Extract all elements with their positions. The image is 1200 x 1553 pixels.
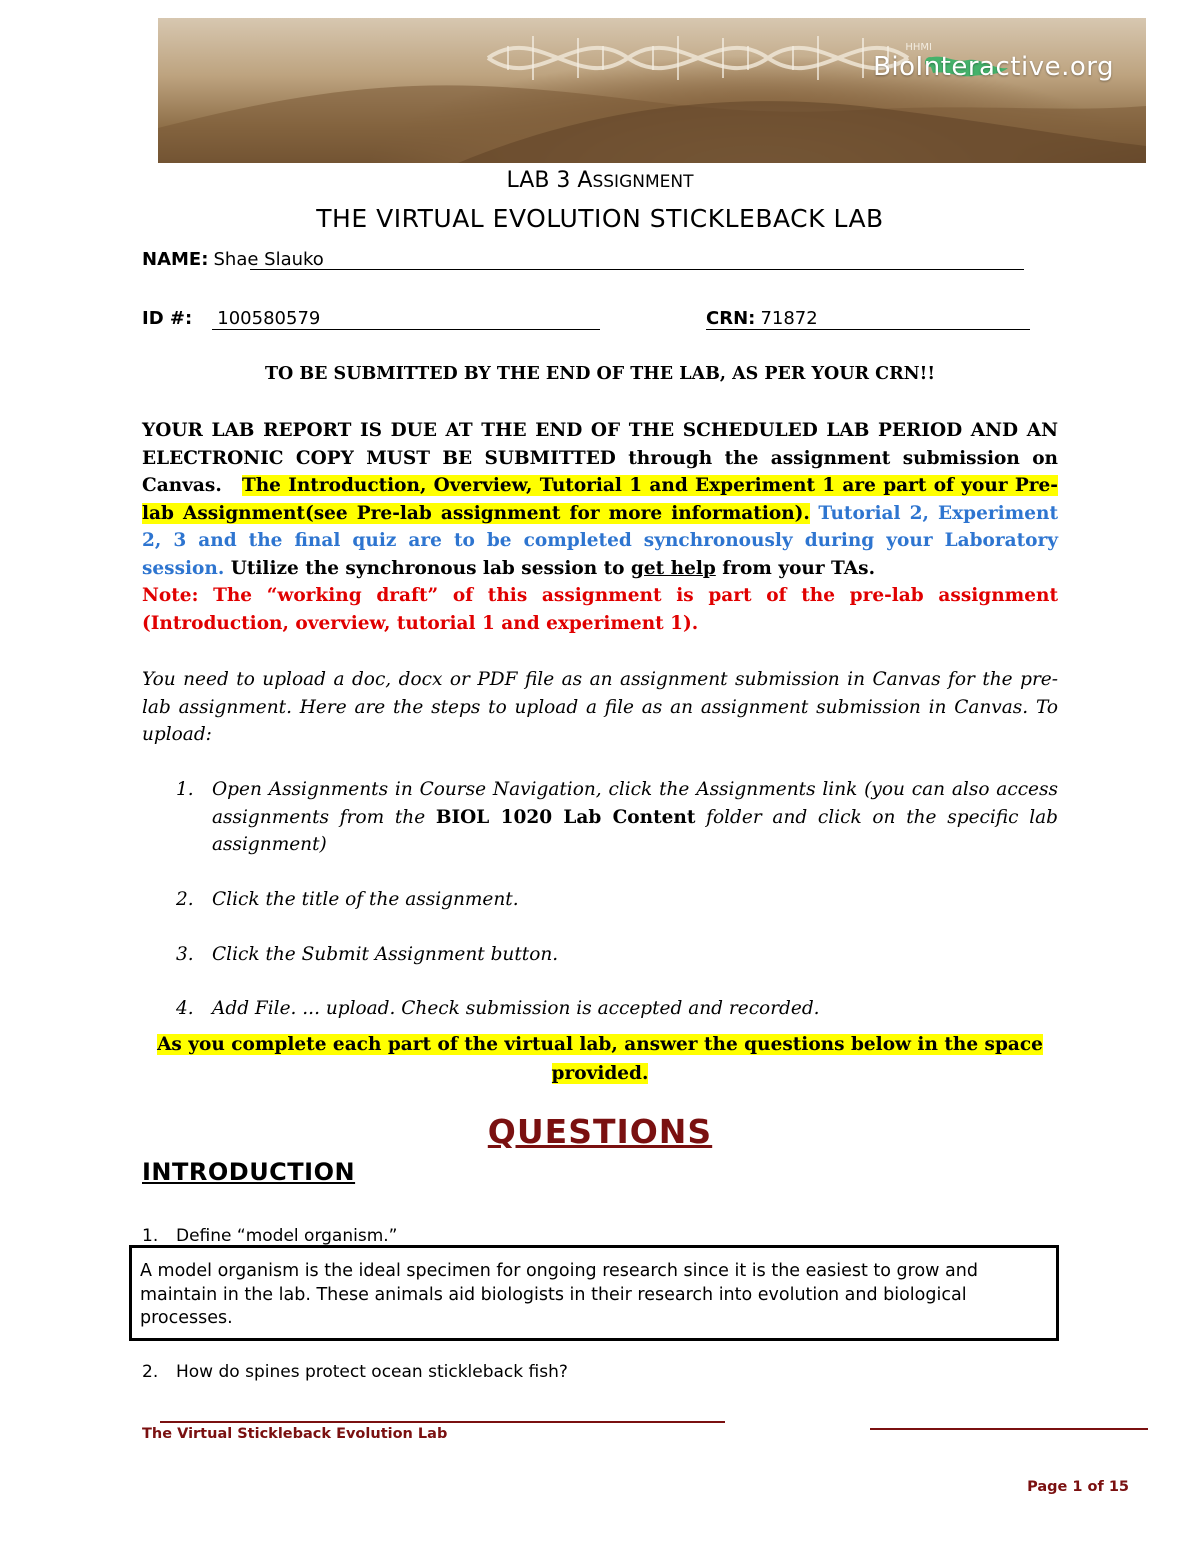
document-title: THE VIRTUAL EVOLUTION STICKLEBACK LAB: [316, 204, 884, 233]
lab-report-instructions: YOUR LAB REPORT IS DUE AT THE END OF THE SCHEDULED LAB PERIOD AND AN ELECTRONIC COPY MUST BE SUBMITTED through the assignment submission on Canvas. The Introduction, Overview, Tutorial 1 and Experiment 1 are part of your Pre-lab Assignment(see Pre-lab assignment for more information). Tutorial 2, Experiment 2, 3 and the final quiz are to be completed synchronously during your Laboratory session. Utilize the synchronous lab session to get help from your TAs. Note: The “working draft” of this assignment is part of the pre-lab assignment (Introduction, overview, tutorial 1 and experiment 1).: [142, 417, 1058, 637]
id-value: 100580579: [217, 308, 321, 329]
name-underline: [250, 269, 1024, 270]
footer-divider: [160, 1421, 725, 1423]
header-banner: [158, 18, 1146, 163]
crn-underline: [706, 329, 1030, 330]
answer-1-textbox[interactable]: A model organism is the ideal specimen for ongoing research since it is the easiest to grow and maintain in the lab. These animals aid biologists in their research into evolution and biological processes.: [129, 1245, 1059, 1341]
question-2: 2. How do spines protect ocean stickleback fish?: [142, 1362, 568, 1382]
submission-notice: TO BE SUBMITTED BY THE END OF THE LAB, AS PER YOUR CRN!!: [264, 364, 936, 384]
biointeractive-logo: BioInteractive.org: [873, 52, 1114, 82]
prelab-highlight: The Introduction, Overview, Tutorial 1 and Experiment 1 are part of your Pre-lab Assignment(see Pre-lab assignment for more information).: [142, 475, 1058, 524]
dna-helix-illustration: [158, 18, 1146, 163]
hhmi-brand-text: HHMI: [905, 42, 932, 53]
id-label: ID #:: [142, 308, 193, 329]
page-number: Page 1 of 15: [1027, 1479, 1129, 1495]
crn-field: [706, 308, 818, 329]
footer-divider: [870, 1428, 1148, 1430]
name-value: Shae Slauko: [213, 249, 324, 270]
answer-instructions: As you complete each part of the virtual lab, answer the questions below in the space provided.: [157, 1034, 1043, 1084]
footer-title: The Virtual Stickleback Evolution Lab: [142, 1426, 448, 1442]
synchronous-text: Tutorial 2, Experiment 2, 3 and the final quiz are to be completed synchronously during your Laboratory session.: [142, 502, 1058, 579]
name-field: [142, 249, 324, 270]
lab-title: LAB 3 ASSIGNMENT: [506, 168, 694, 193]
id-underline: [212, 329, 600, 330]
name-label: NAME:: [142, 249, 209, 270]
crn-value: 71872: [760, 308, 818, 329]
questions-heading: QUESTIONS: [487, 1112, 713, 1151]
upload-instructions: You need to upload a doc, docx or PDF file as an assignment submission in Canvas for the pre-lab assignment. Here are the steps to upload a file as an assignment submission in Canvas. To upload:: [142, 669, 1058, 745]
question-1: 1. Define “model organism.”: [142, 1226, 398, 1246]
id-field: [142, 308, 320, 329]
crn-label: CRN:: [706, 308, 756, 329]
introduction-heading: INTRODUCTION: [142, 1158, 356, 1186]
working-draft-note: Note: The “working draft” of this assignment is part of the pre-lab assignment (Introduction, overview, tutorial 1 and experiment 1).: [142, 585, 1058, 634]
list-item: 1. Open Assignments in Course Navigation, click the Assignments link (you can also access assignments from the BIOL 1020 Lab Content folder and click on the specific lab assignment): [176, 779, 1059, 855]
